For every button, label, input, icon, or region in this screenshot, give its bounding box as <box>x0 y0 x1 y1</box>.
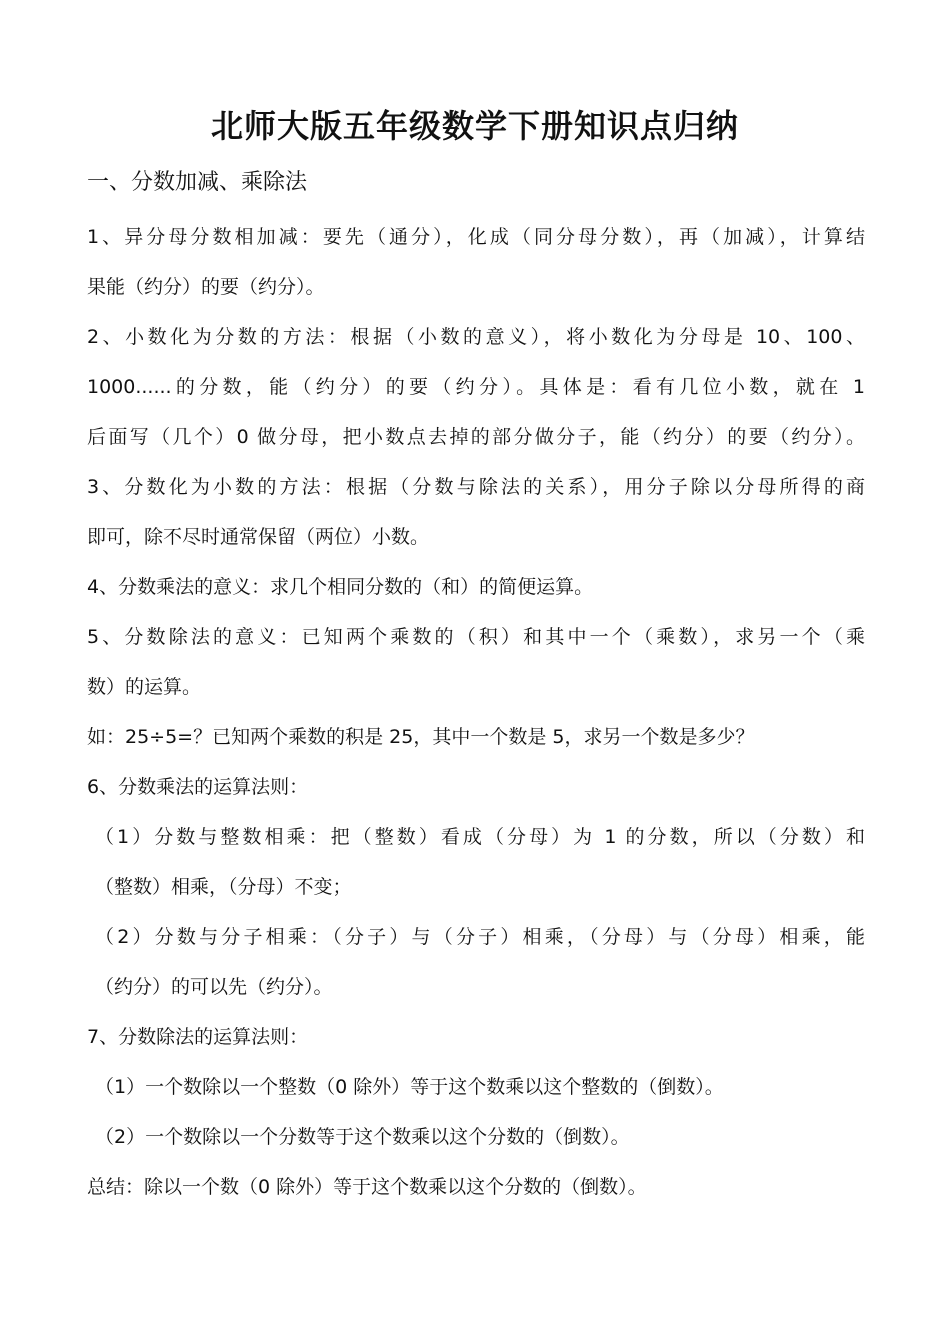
text-line: 数）的运算。 <box>87 676 202 698</box>
text-line: （1）分数与整数相乘：把（整数）看成（分母）为 1 的分数，所以（分数）和 <box>95 826 865 848</box>
text-line: 1、异分母分数相加减：要先（通分），化成（同分母分数），再（加减），计算结 <box>87 226 865 248</box>
section-heading: 一、分数加减、乘除法 <box>87 170 308 195</box>
text-line: 即可，除不尽时通常保留（两位）小数。 <box>87 526 430 548</box>
text-line: 如：25÷5=？已知两个乘数的积是 25，其中一个数是 5，求另一个数是多少？ <box>87 726 755 748</box>
text-line: （2）一个数除以一个分数等于这个数乘以这个分数的（倒数）。 <box>95 1126 630 1148</box>
document-body <box>87 212 865 1212</box>
text-line: 总结：除以一个数（0 除外）等于这个数乘以这个分数的（倒数）。 <box>87 1176 647 1198</box>
text-line: 2、小数化为分数的方法：根据（小数的意义），将小数化为分母是 10、100、 <box>87 326 865 348</box>
text-line: （1）一个数除以一个整数（0 除外）等于这个数乘以这个整数的（倒数）。 <box>95 1076 724 1098</box>
text-line: 后面写（几个）0 做分母，把小数点去掉的部分做分子，能（约分）的要（约分）。 <box>87 426 865 448</box>
page-title: 北师大版五年级数学下册知识点归纳 <box>210 107 739 145</box>
text-line: （2）分数与分子相乘：（分子）与（分子）相乘，（分母）与（分母）相乘，能 <box>95 926 865 948</box>
text-line: 5、分数除法的意义：已知两个乘数的（积）和其中一个（乘数），求另一个（乘 <box>87 626 865 648</box>
text-line: 4、分数乘法的意义：求几个相同分数的（和）的简便运算。 <box>87 576 594 598</box>
text-line: 果能（约分）的要（约分）。 <box>87 276 325 298</box>
text-line: （约分）的可以先（约分）。 <box>95 976 333 998</box>
text-line: 6、分数乘法的运算法则： <box>87 776 309 798</box>
text-line: 3、分数化为小数的方法：根据（分数与除法的关系），用分子除以分母所得的商 <box>87 476 865 498</box>
text-line: （整数）相乘，（分母）不变； <box>95 876 352 898</box>
text-line: 7、分数除法的运算法则： <box>87 1026 309 1048</box>
text-line: 1000......的分数，能（约分）的要（约分）。具体是：看有几位小数，就在 1 <box>87 376 865 398</box>
